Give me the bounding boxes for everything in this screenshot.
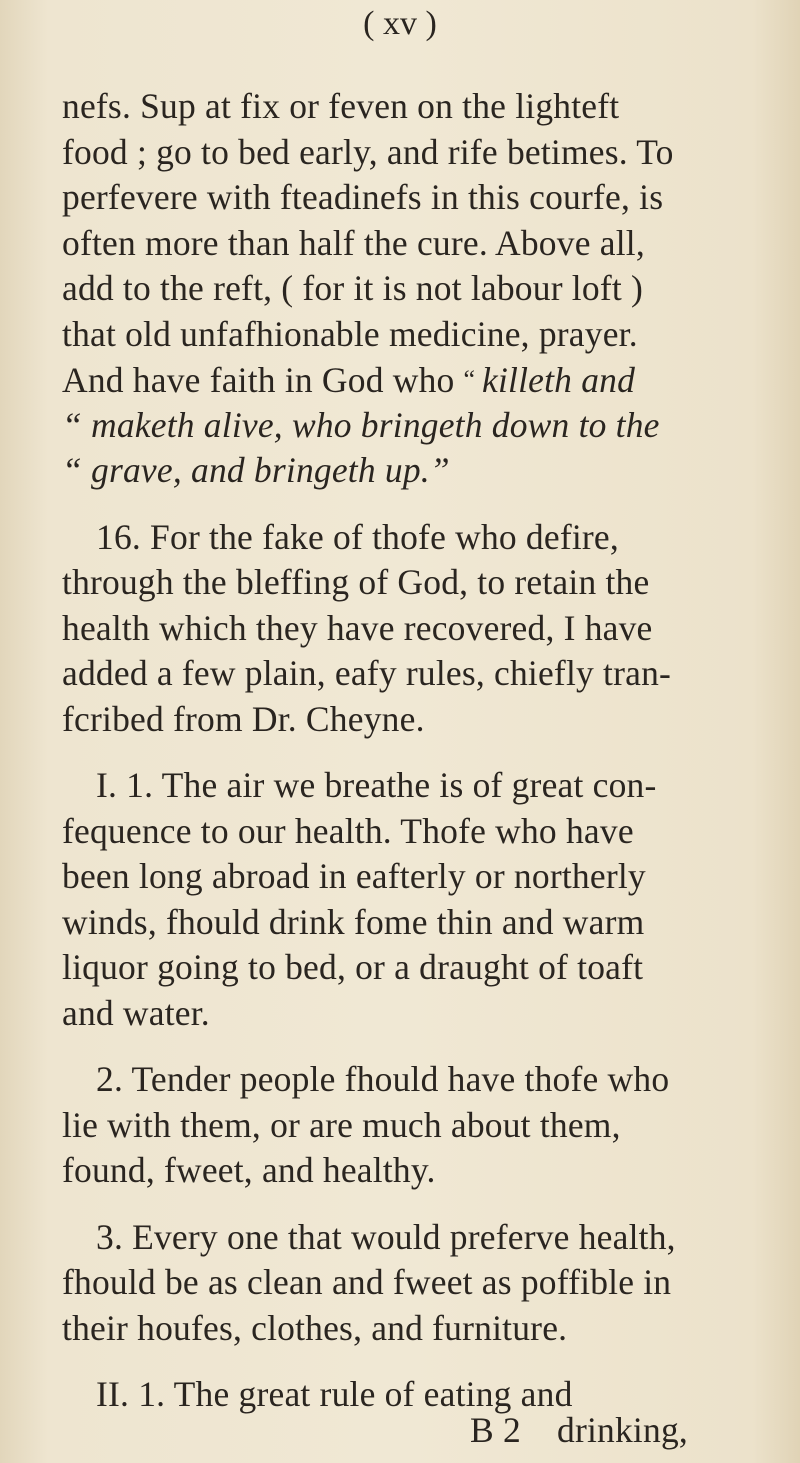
text-line: 2. Tender people fhould have thofe who	[96, 1059, 670, 1099]
text-line: 3. Every one that would preferve health,	[96, 1216, 676, 1257]
text-line	[62, 357, 774, 403]
text-line: health which they have recovered, I have	[62, 607, 653, 648]
paragraph	[62, 84, 774, 494]
paragraph-gap	[62, 1194, 774, 1215]
page-body	[62, 84, 774, 1458]
text-line: and water.	[62, 992, 210, 1033]
paragraph-gap	[62, 1351, 774, 1372]
quote-mark: “	[463, 365, 482, 394]
text-line: liquor going to bed, or a draught of toaft	[62, 947, 644, 987]
text-line: fequence to our health. Thofe who have	[62, 810, 634, 851]
paragraph	[62, 1057, 774, 1194]
text-line: nefs. Sup at fix or feven on the lighteft	[62, 86, 620, 126]
paragraph-gap	[62, 1036, 774, 1057]
paragraph	[62, 1215, 774, 1352]
text-line: been long abroad in eafterly or northerly	[62, 856, 646, 896]
page-number: ( xv )	[363, 5, 437, 42]
quote-line: “ maketh alive, who bringeth down to the	[62, 404, 660, 445]
text-line: through the bleffing of God, to retain the	[62, 562, 650, 602]
text-line: 16. For the fake of thofe who defire,	[96, 516, 619, 557]
text-line: lie with them, or are much about them,	[62, 1104, 621, 1145]
text-span: And have faith in God who	[62, 360, 464, 400]
text-line: winds, fhould drink fome thin and warm	[62, 901, 645, 942]
page-footer	[62, 1409, 774, 1458]
paragraph	[62, 515, 774, 743]
catchword: drinking,	[557, 1409, 688, 1450]
text-line: I. 1. The air we breathe is of great con-	[96, 765, 657, 805]
text-line: often more than half the cure. Above all,	[62, 222, 645, 263]
text-line: that old unfafhionable medicine, prayer.	[62, 313, 638, 354]
quote-line: “ grave, and bringeth up.”	[62, 450, 450, 490]
text-line: their houfes, clothes, and furniture.	[62, 1307, 568, 1348]
text-line: food ; go to bed early, and rife betimes. To	[62, 131, 674, 172]
paragraph-gap	[62, 494, 774, 515]
paragraph-gap	[62, 742, 774, 763]
text-line: added a few plain, eafy rules, chiefly tran-	[62, 653, 672, 693]
text-line: add to the reft, ( for it is not labour loft )	[62, 268, 643, 308]
text-line: II. 1. The great rule of eating and	[96, 1374, 573, 1414]
text-line: fcribed from Dr. Cheyne.	[62, 698, 425, 739]
text-line: perfevere with fteadinefs in this courfe, is	[62, 177, 664, 217]
paragraph	[62, 763, 774, 1036]
quote-text: killeth and	[482, 360, 636, 400]
text-line: fhould be as clean and fweet as poffible in	[62, 1262, 672, 1302]
text-line: found, fweet, and healthy.	[62, 1150, 436, 1190]
signature-mark: B 2	[470, 1409, 521, 1450]
